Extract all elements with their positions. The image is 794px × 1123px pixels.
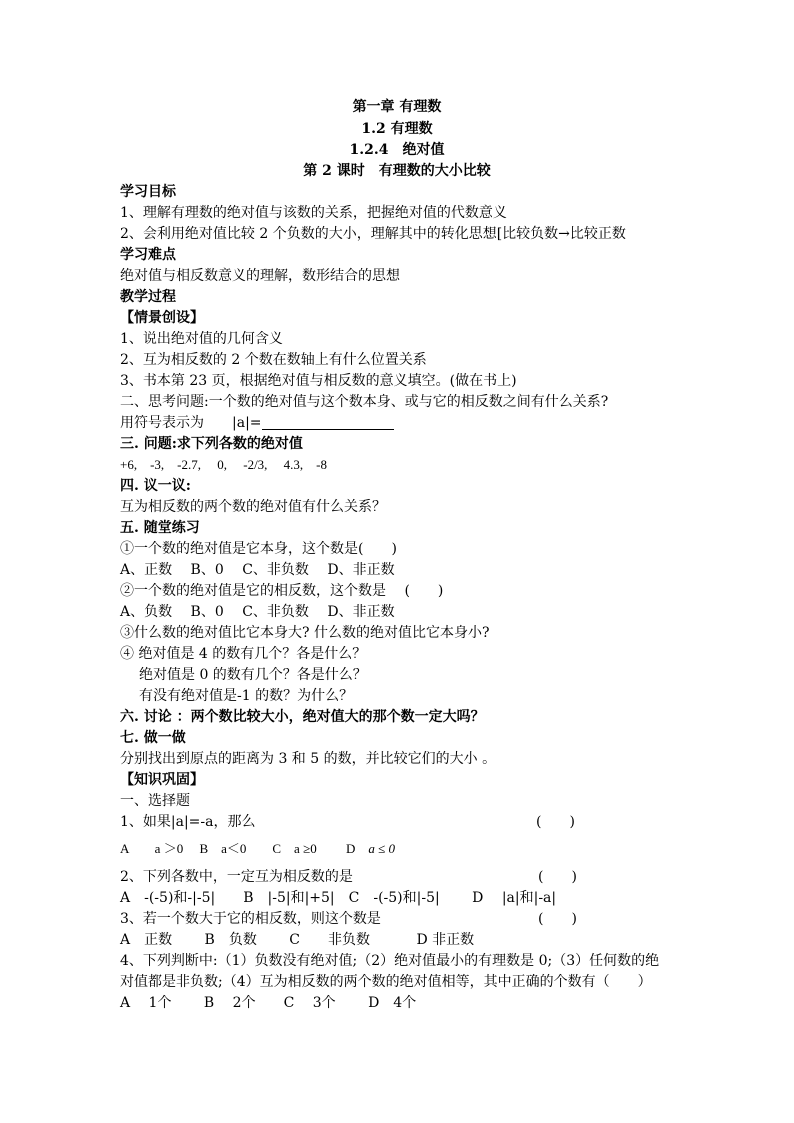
q6-discussion: 六. 讨论 ：两个数比较大小，绝对值大的那个数一定大吗？ [120, 709, 485, 725]
choice-question: 4、下列判断中:（1）负数没有绝对值;（2）绝对值最小的有理数是 0;（3）任何数的绝 [120, 953, 660, 969]
option-d-formula: a ≤ 0 [368, 841, 396, 856]
choice-question: 2、下列各数中，一定互为相反数的是 [120, 869, 353, 885]
subsection-title: 1.2.4 绝对值 [349, 142, 445, 158]
symbol-text: 用符号表示为 |a|= [120, 415, 262, 431]
practice-question: ②一个数的绝对值是它的相反数，这个数是 ( ) [120, 583, 444, 599]
scenario-item: 1、说出绝对值的几何含义 [120, 331, 283, 347]
choice-question: 1、如果|a|=-a，那么 [120, 814, 256, 830]
lesson-title: 第 2 课时 有理数的大小比较 [303, 163, 491, 179]
symbol-line [120, 414, 394, 432]
process-heading: 教学过程 [120, 289, 176, 305]
difficulty-heading: 学习难点 [120, 247, 176, 263]
goals-heading: 学习目标 [120, 184, 176, 200]
practice-question: ①一个数的绝对值是它本身，这个数是( ) [120, 541, 397, 557]
q5-heading: 五. 随堂练习 [120, 520, 200, 536]
think-question: 二、思考问题:一个数的绝对值与这个数本身、或与它的相反数之间有什么关系? [120, 394, 609, 410]
answer-paren: ( ) [538, 869, 577, 885]
choice-options: A -(-5)和-|-5| B |-5|和|+5| C -(-5)和|-5| D |a|和|-a| [120, 890, 557, 906]
scenario-heading: 【情景创设】 [120, 310, 204, 326]
practice-options: A、正数 B、0 C、非负数 D、非正数 [120, 562, 395, 578]
section-title: 1.2 有理数 [361, 121, 433, 137]
difficulty-text: 绝对值与相反数意义的理解，数形结合的思想 [120, 268, 400, 284]
chapter-title: 第一章 有理数 [352, 99, 442, 115]
scenario-item: 3、书本第 23 页，根据绝对值与相反数的意义填空。(做在书上) [120, 373, 517, 389]
choice-options: A 正数 B 负数 C 非负数 D 非正数 [120, 932, 475, 948]
answer-paren: ( ) [538, 911, 577, 927]
goal-item: 2、会利用绝对值比较 2 个负数的大小，理解其中的转化思想[比较负数→比较正数 [120, 226, 626, 242]
q3-heading: 三. 问题:求下列各数的绝对值 [120, 436, 303, 452]
practice-question: ④ 绝对值是 4 的数有几个？各是什么？ [120, 646, 367, 662]
q4-text: 互为相反数的两个数的绝对值有什么关系？ [120, 499, 386, 515]
choice-options-text: A a ＞0 B a＜0 C a ≥0 D [120, 841, 356, 856]
practice-options: A、负数 B、0 C、非负数 D、非正数 [120, 604, 395, 620]
consolidate-heading: 【知识巩固】 [120, 772, 204, 788]
practice-question: 有没有绝对值是-1 的数？为什么？ [139, 688, 354, 704]
q7-text: 分别找出到原点的距离为 3 和 5 的数，并比较它们的大小 。 [120, 751, 497, 767]
scenario-item: 2、互为相反数的 2 个数在数轴上有什么位置关系 [120, 352, 427, 368]
q7-heading: 七. 做一做 [120, 730, 186, 746]
choice-options [120, 840, 395, 858]
q3-numbers: +6, -3, -2.7, 0, -2/3, 4.3, -8 [120, 457, 328, 472]
choice-options: A 1个 B 2个 C 3个 D 4个 [120, 995, 417, 1011]
choice-heading: 一、选择题 [120, 793, 190, 809]
practice-question: ③什么数的绝对值比它本身大? 什么数的绝对值比它本身小? [120, 625, 490, 641]
answer-paren: ( ) [536, 814, 575, 830]
choice-question: 3、若一个数大于它的相反数，则这个数是 [120, 911, 381, 927]
q4-heading: 四. 议一议: [120, 478, 191, 494]
practice-question: 绝对值是 0 的数有几个？各是什么？ [139, 667, 367, 683]
goal-item: 1、理解有理数的绝对值与该数的关系，把握绝对值的代数意义 [120, 205, 507, 221]
answer-blank [262, 415, 394, 430]
choice-question-cont: 对值都是非负数;（4）互为相反数的两个数的绝对值相等，其中正确的个数有（ ） [120, 974, 652, 990]
